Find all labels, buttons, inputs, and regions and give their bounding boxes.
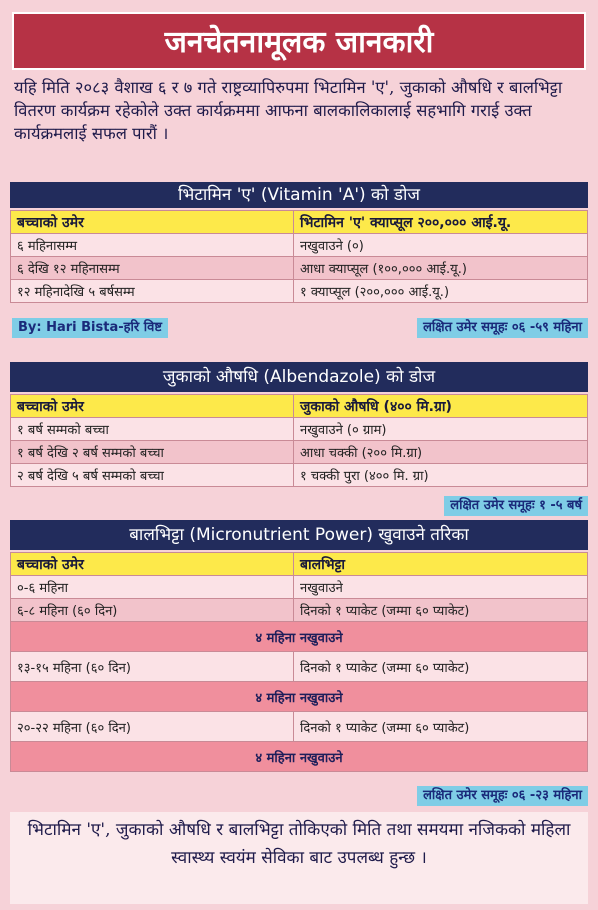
- table-row: [11, 441, 588, 464]
- table-row: [11, 622, 588, 652]
- dose-cell: दिनको १ प्याकेट (जम्मा ६० प्याकेट): [294, 652, 588, 682]
- age-cell: १२ महिनादेखि ५ बर्षसम्म: [11, 280, 294, 303]
- age-cell: ६-८ महिना (६० दिन): [11, 599, 294, 622]
- table-row: [11, 742, 588, 772]
- age-cell: १ बर्ष देखि २ बर्ष सम्मको बच्चा: [11, 441, 294, 464]
- table-header: [11, 211, 588, 234]
- albendazole-table: [10, 394, 588, 487]
- gap-note: ४ महिना नखुवाउने: [11, 622, 588, 652]
- dose-cell: दिनको १ प्याकेट (जम्मा ६० प्याकेट): [294, 712, 588, 742]
- col-age-header: बच्चाको उमेर: [11, 553, 294, 576]
- table-header: [11, 553, 588, 576]
- table-row: [11, 280, 588, 303]
- vitamin-table: [10, 210, 588, 303]
- poster-title: जनचेतनामूलक जानकारी: [12, 12, 586, 70]
- vitamin-target: लक्षित उमेर समूहः ०६ -५९ महिना: [417, 318, 588, 338]
- albendazole-target: लक्षित उमेर समूहः १ -५ बर्ष: [444, 496, 588, 516]
- table-row: [11, 464, 588, 487]
- dose-cell: दिनको १ प्याकेट (जम्मा ६० प्याकेट): [294, 599, 588, 622]
- age-cell: २०-२२ महिना (६० दिन): [11, 712, 294, 742]
- table-header: [11, 395, 588, 418]
- dose-cell: नखुवाउने (० ग्राम): [294, 418, 588, 441]
- age-cell: १३-१५ महिना (६० दिन): [11, 652, 294, 682]
- vitamin-heading: भिटामिन 'ए' (Vitamin 'A') को डोज: [10, 182, 588, 208]
- dose-cell: आधा चक्की (२०० मि.ग्रा): [294, 441, 588, 464]
- age-cell: ६ महिनासम्म: [11, 234, 294, 257]
- col-age-header: बच्चाको उमेर: [11, 395, 294, 418]
- albendazole-heading: जुकाको औषधि (Albendazole) को डोज: [10, 362, 588, 392]
- table-row: [11, 599, 588, 622]
- age-cell: १ बर्ष सम्मको बच्चा: [11, 418, 294, 441]
- footer-note: भिटामिन 'ए', जुकाको औषधि र बालभिट्टा तोकिएको मिति तथा समयमा नजिकको महिला स्वास्थ्य स्वयंम सेविका बाट उपलब्ध हुन्छ ।: [10, 812, 588, 904]
- col-age-header: बच्चाको उमेर: [11, 211, 294, 234]
- col-dose-header: बालभिट्टा: [294, 553, 588, 576]
- micronutrient-heading: बालभिट्टा (Micronutrient Power) खुवाउने तरिका: [10, 520, 588, 550]
- col-dose-header: भिटामिन 'ए' क्याप्सूल २००,००० आई.यू.: [294, 211, 588, 234]
- dose-cell: नखुवाउने (०): [294, 234, 588, 257]
- table-row: [11, 682, 588, 712]
- gap-note: ४ महिना नखुवाउने: [11, 742, 588, 772]
- dose-cell: १ चक्की पुरा (४०० मि. ग्रा): [294, 464, 588, 487]
- age-cell: ०-६ महिना: [11, 576, 294, 599]
- table-row: [11, 257, 588, 280]
- table-row: [11, 652, 588, 682]
- intro-paragraph: यहि मिति २०८३ वैशाख ६ र ७ गते राष्ट्रव्यापिरुपमा भिटामिन 'ए', जुकाको औषधि र बालभिट्टा वितरण कार्यक्रम रहेकोले उक्त कार्यक्रममा आफना बालकालिकालाई सहभागि गराई उक्त कार्यक्रमलाई सफल पारौं ।: [14, 78, 563, 143]
- col-dose-header: जुकाको औषधि (४०० मि.ग्रा): [294, 395, 588, 418]
- table-row: [11, 712, 588, 742]
- table-row: [11, 234, 588, 257]
- micronutrient-target: लक्षित उमेर समूहः ०६ -२३ महिना: [417, 786, 588, 806]
- micronutrient-table: [10, 552, 588, 772]
- dose-cell: आधा क्याप्सूल (१००,००० आई.यू.): [294, 257, 588, 280]
- credit-label: By: Hari Bista-हरि विष्ट: [12, 318, 168, 338]
- table-row: [11, 576, 588, 599]
- table-row: [11, 418, 588, 441]
- gap-note: ४ महिना नखुवाउने: [11, 682, 588, 712]
- age-cell: २ बर्ष देखि ५ बर्ष सम्मको बच्चा: [11, 464, 294, 487]
- dose-cell: १ क्याप्सूल (२००,००० आई.यू.): [294, 280, 588, 303]
- dose-cell: नखुवाउने: [294, 576, 588, 599]
- age-cell: ६ देखि १२ महिनासम्म: [11, 257, 294, 280]
